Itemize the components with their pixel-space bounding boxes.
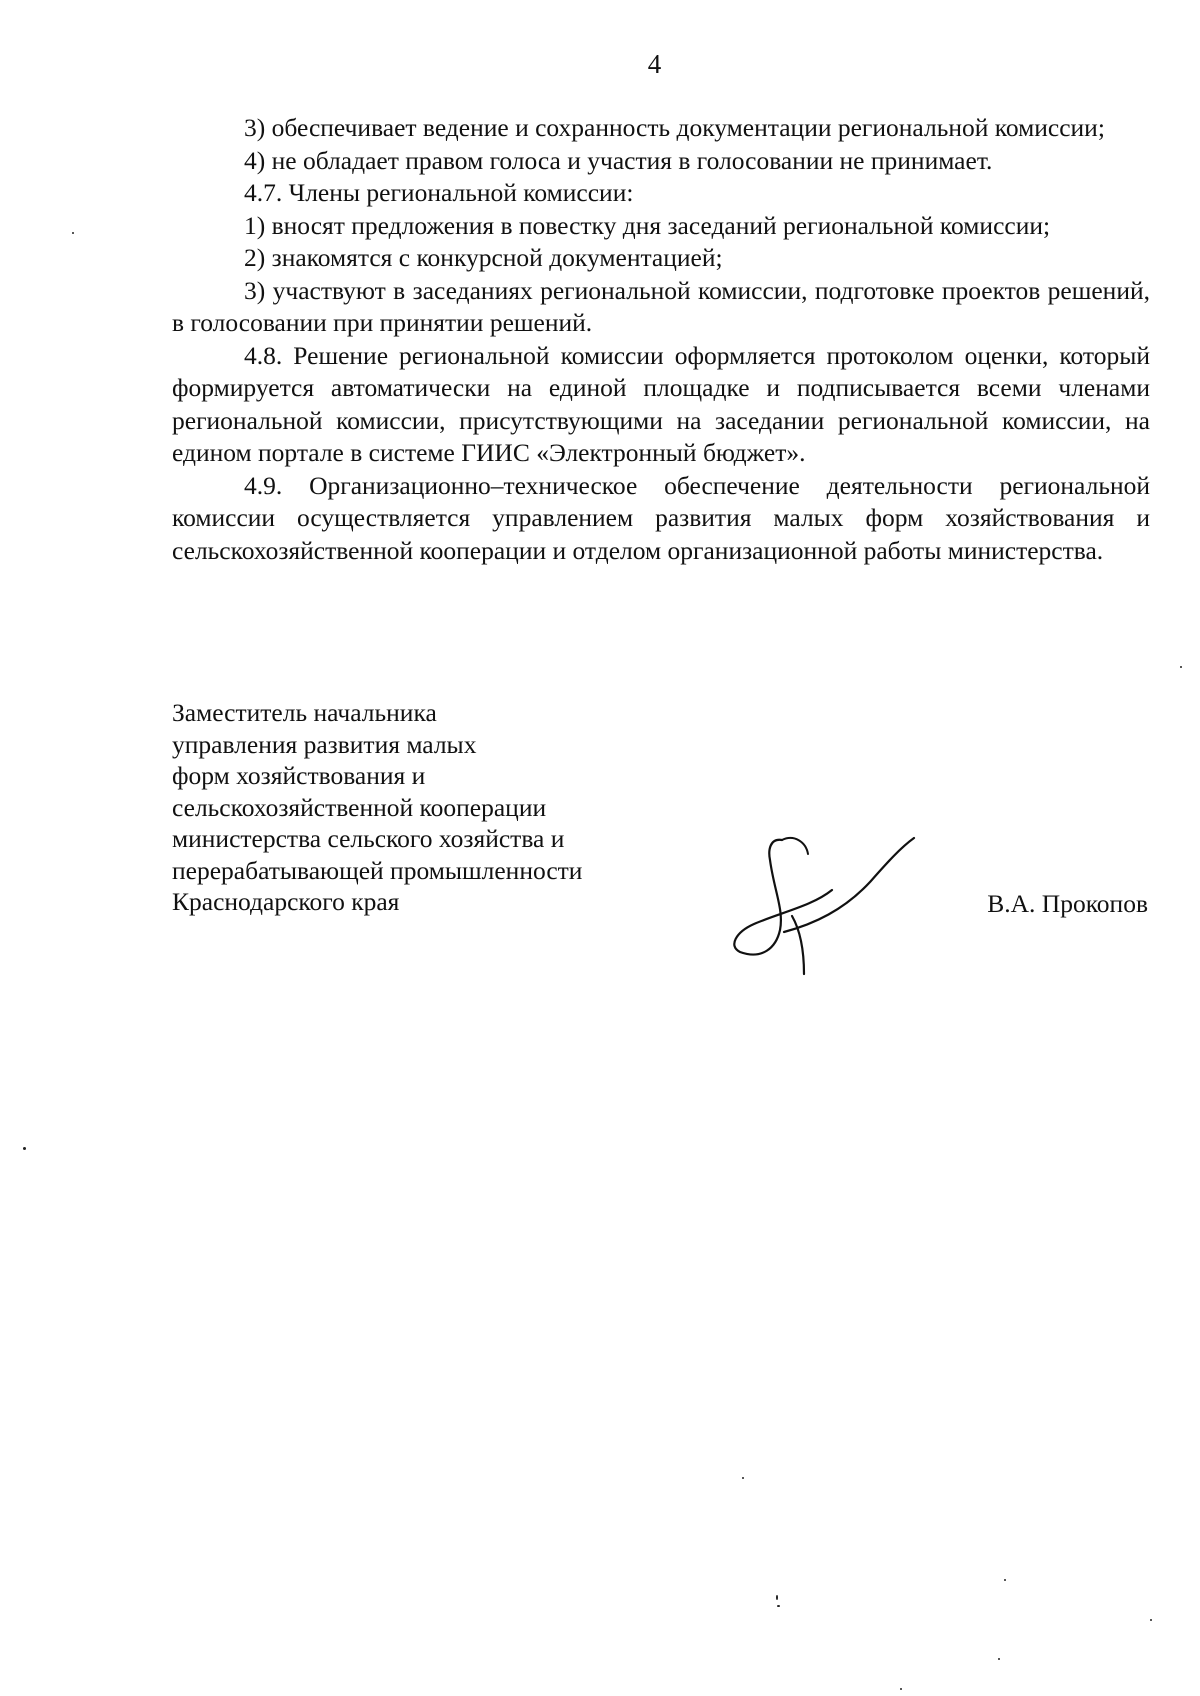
page-number: 4 bbox=[647, 49, 662, 79]
paragraph: 4.9. Организационно–техническое обеспечение деятельности региональной комиссии осуществляется управлением развития малых форм хозяйствования и сельскохозяйственной кооперации и отделом организационной работы министерства. bbox=[172, 470, 1150, 565]
scan-speck bbox=[72, 232, 74, 234]
scan-speck bbox=[776, 1595, 778, 1600]
scan-speck bbox=[742, 1477, 744, 1479]
paragraph: 4.8. Решение региональной комиссии оформляется протоколом оценки, который формируется автоматически на единой площадке и подписывается всеми членами региональной комиссии, присутствующими на заседании региональной комиссии, на едином портале в системе ГИИС «Электронный бюджет». bbox=[172, 340, 1150, 467]
paragraph: 3) обеспечивает ведение и сохранность документации региональной комиссии; bbox=[244, 113, 1105, 142]
paragraph: 4.7. Члены региональной комиссии: bbox=[244, 178, 634, 207]
scan-speck bbox=[998, 1658, 1000, 1660]
scan-speck bbox=[900, 1688, 902, 1690]
scan-speck bbox=[1180, 666, 1182, 668]
position-line: министерства сельского хозяйства и bbox=[172, 824, 565, 853]
paragraph: 4) не обладает правом голоса и участия в голосовании не принимает. bbox=[244, 145, 993, 175]
position-line: Краснодарского края bbox=[172, 887, 400, 916]
paragraph: 1) вносят предложения в повестку дня заседаний региональной комиссии; bbox=[244, 210, 1051, 240]
scan-speck bbox=[23, 1147, 26, 1150]
document-body bbox=[172, 112, 1150, 567]
scan-speck bbox=[1150, 1619, 1152, 1621]
paragraph: 2) знакомятся с конкурсной документацией; bbox=[244, 243, 723, 272]
position-line: сельскохозяйственной кооперации bbox=[172, 792, 547, 822]
scan-speck bbox=[777, 1605, 780, 1607]
position-line: перерабатывающей промышленности bbox=[172, 855, 583, 885]
position-line: Заместитель начальника bbox=[172, 698, 437, 727]
scan-speck bbox=[1004, 1579, 1006, 1581]
position-line: форм хозяйствования и bbox=[172, 761, 426, 790]
handwritten-signature bbox=[722, 820, 942, 980]
paragraph: 3) участвуют в заседаниях региональной комиссии, подготовке проектов решений, в голосовании при принятии решений. bbox=[172, 275, 1150, 337]
signatory-position bbox=[172, 697, 582, 918]
position-line: управления развития малых bbox=[172, 729, 477, 759]
signer-name: В.А. Прокопов bbox=[987, 889, 1148, 918]
